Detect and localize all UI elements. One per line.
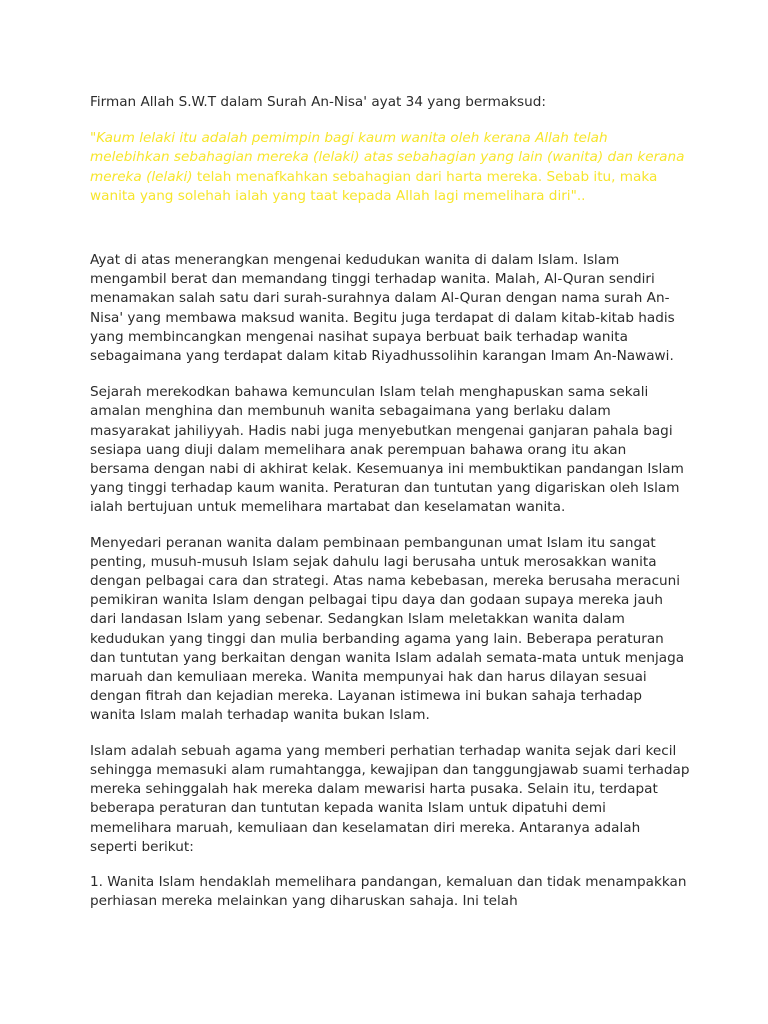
- paragraph: Menyedari peranan wanita dalam pembinaan pembangunan umat Islam itu sangat penting, musuh-musuh Islam sejak dahulu lagi berusaha untuk merosakkan wanita dengan pelbagai cara dan strategi. Atas nama kebebasan, mereka berusaha meracuni pemikiran wanita Islam dengan pelbagai tipu daya dan godaan supaya mereka jauh dari landasan Islam yang sebenar. Sedangkan Islam meletakkan wanita dalam kedudukan yang tinggi dan mulia berbanding agama yang lain. Beberapa peraturan dan tuntutan yang berkaitan dengan wanita Islam adalah semata-mata untuk menjaga maruah dan kemuliaan mereka. Wanita mempunyai hak dan harus dilayan sesuai dengan fitrah dan kejadian mereka. Layanan istimewa ini bukan sahaja terhadap wanita Islam malah terhadap wanita bukan Islam.: [90, 534, 685, 724]
- list-item: 1. Wanita Islam hendaklah memelihara pandangan, kemaluan dan tidak menampakkan perhiasan mereka melainkan yang diharuskan sahaja. Ini telah: [90, 873, 687, 910]
- quran-quote: [90, 129, 690, 206]
- paragraph: Ayat di atas menerangkan mengenai kedudukan wanita di dalam Islam. Islam mengambil berat dan memandang tinggi terhadap wanita. Malah, Al-Quran sendiri menamakan salah satu dari surah-surahnya dalam Al-Quran dengan nama surah An-Nisa' yang membawa maksud wanita. Begitu juga terdapat di dalam kitab-kitab hadis yang membincangkan mengenai nasihat supaya berbuat baik terhadap wanita sebagaimana yang terdapat dalam kitab Riyadhussolihin karangan Imam An-Nawawi.: [90, 252, 675, 365]
- paragraph: Islam adalah sebuah agama yang memberi perhatian terhadap wanita sejak dari kecil sehingga memasuki alam rumahtangga, kewajipan dan tanggungjawab suami terhadap mereka sehinggalah hak mereka dalam mewarisi harta pusaka. Selain itu, terdapat beberapa peraturan dan tuntutan kepada wanita Islam untuk dipatuhi demi memelihara maruah, kemuliaan dan keselamatan diri mereka. Antaranya adalah seperti berikut:: [90, 742, 690, 855]
- quote-italic-text: "Kaum lelaki itu adalah pemimpin bagi kaum wanita oleh kerana Allah telah melebihkan sebahagian mereka (lelaki) atas sebahagian yang lain (wanita) dan kerana mereka (lelaki): [90, 130, 685, 185]
- paragraph: Sejarah merekodkan bahawa kemunculan Islam telah menghapuskan sama sekali amalan menghina dan membunuh wanita sebagaimana yang berlaku dalam masyarakat jahiliyyah. Hadis nabi juga menyebutkan mengenai ganjaran pahala bagi sesiapa uang diuji dalam memelihara anak perempuan bahawa orang itu akan bersama dengan nabi di akhirat kelak. Kesemuanya ini membuktikan pandangan Islam yang tinggi terhadap kaum wanita. Peraturan dan tuntutan yang digariskan oleh Islam ialah bertujuan untuk memelihara martabat dan keselamatan wanita.: [90, 384, 684, 516]
- document-body: [90, 93, 690, 928]
- document-heading: Firman Allah S.W.T dalam Surah An-Nisa' ayat 34 yang bermaksud:: [90, 94, 546, 110]
- quote-normal-text: telah menafkahkan sebahagian dari harta mereka. Sebab itu, maka wanita yang solehah ialah yang taat kepada Allah lagi memelihara diri"..: [90, 168, 658, 204]
